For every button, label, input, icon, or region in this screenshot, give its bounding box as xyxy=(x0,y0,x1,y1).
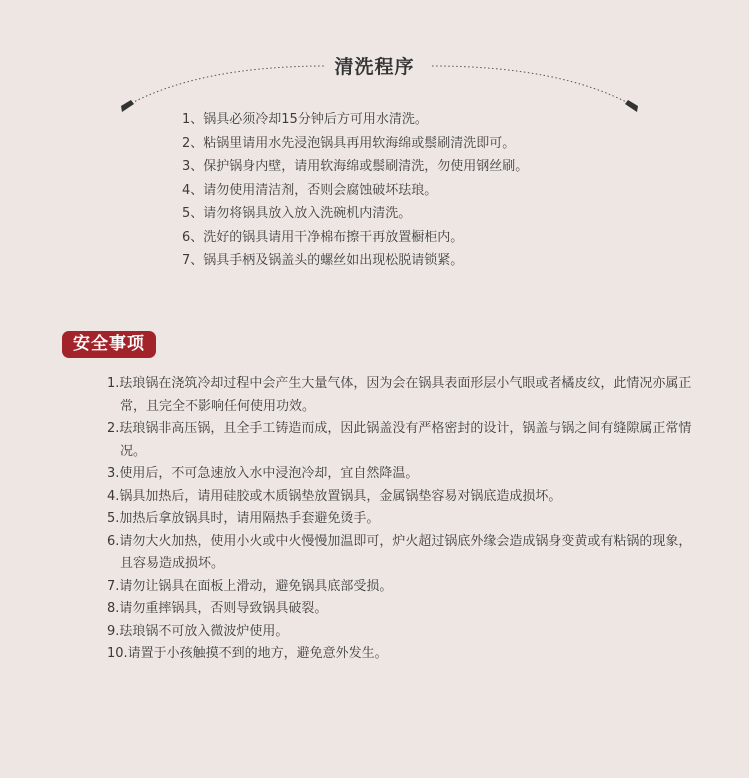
cleaning-list xyxy=(182,108,528,273)
cleaning-item: 5、请勿将锅具放入放入洗碗机内清洗。 xyxy=(182,206,412,221)
safety-list xyxy=(107,373,697,666)
safety-item: 8.请勿重摔锅具，否则导致锅具破裂。 xyxy=(107,601,328,616)
safety-item: 4.锅具加热后，请用硅胶或木质锅垫放置锅具，金属锅垫容易对锅底造成损坏。 xyxy=(107,488,562,504)
safety-item: 1.珐琅锅在浇筑冷却过程中会产生大量气体，因为会在锅具表面形层小气眼或者橘皮纹，此情况亦属正常，且完全不影响任何使用功效。 xyxy=(107,376,692,414)
cleaning-title: 清洗程序 xyxy=(334,56,415,78)
arc-left-arrow-icon xyxy=(121,100,134,112)
cleaning-header xyxy=(0,48,749,88)
safety-item: 3.使用后，不可急速放入水中浸泡冷却，宜自然降温。 xyxy=(107,466,419,481)
safety-item: 9.珐琅锅不可放入微波炉使用。 xyxy=(107,623,289,639)
cleaning-item: 4、请勿使用清洁剂，否则会腐蚀破坏珐琅。 xyxy=(182,182,438,198)
safety-item: 10.请置于小孩触摸不到的地方，避免意外发生。 xyxy=(107,646,388,661)
cleaning-item: 6、洗好的锅具请用干净棉布擦干再放置橱柜内。 xyxy=(182,229,464,245)
arc-right-arrow-icon xyxy=(625,100,638,112)
cleaning-item: 2、粘锅里请用水先浸泡锅具再用软海绵或鬃刷清洗即可。 xyxy=(182,135,516,151)
safety-item: 5.加热后拿放锅具时，请用隔热手套避免烫手。 xyxy=(107,511,380,526)
cleaning-item: 1、锅具必须冷却15分钟后方可用水清洗。 xyxy=(182,112,428,127)
cleaning-item: 3、保护锅身内壁，请用软海绵或鬃刷清洗，勿使用钢丝刷。 xyxy=(182,159,529,174)
safety-item: 6.请勿大火加热，使用小火或中火慢慢加温即可，炉火超过锅底外缘会造成锅身变黄或有粘锅的现象，且容易造成损坏。 xyxy=(107,533,692,571)
safety-title-badge: 安全事项 xyxy=(62,331,156,358)
safety-item: 7.请勿让锅具在面板上滑动，避免锅具底部受损。 xyxy=(107,578,393,594)
cleaning-item: 7、锅具手柄及锅盖头的螺丝如出现松脱请锁紧。 xyxy=(182,253,464,268)
safety-item: 2.珐琅锅非高压锅，且全手工铸造而成，因此锅盖没有严格密封的设计，锅盖与锅之间有缝隙属正常情况。 xyxy=(107,421,692,459)
